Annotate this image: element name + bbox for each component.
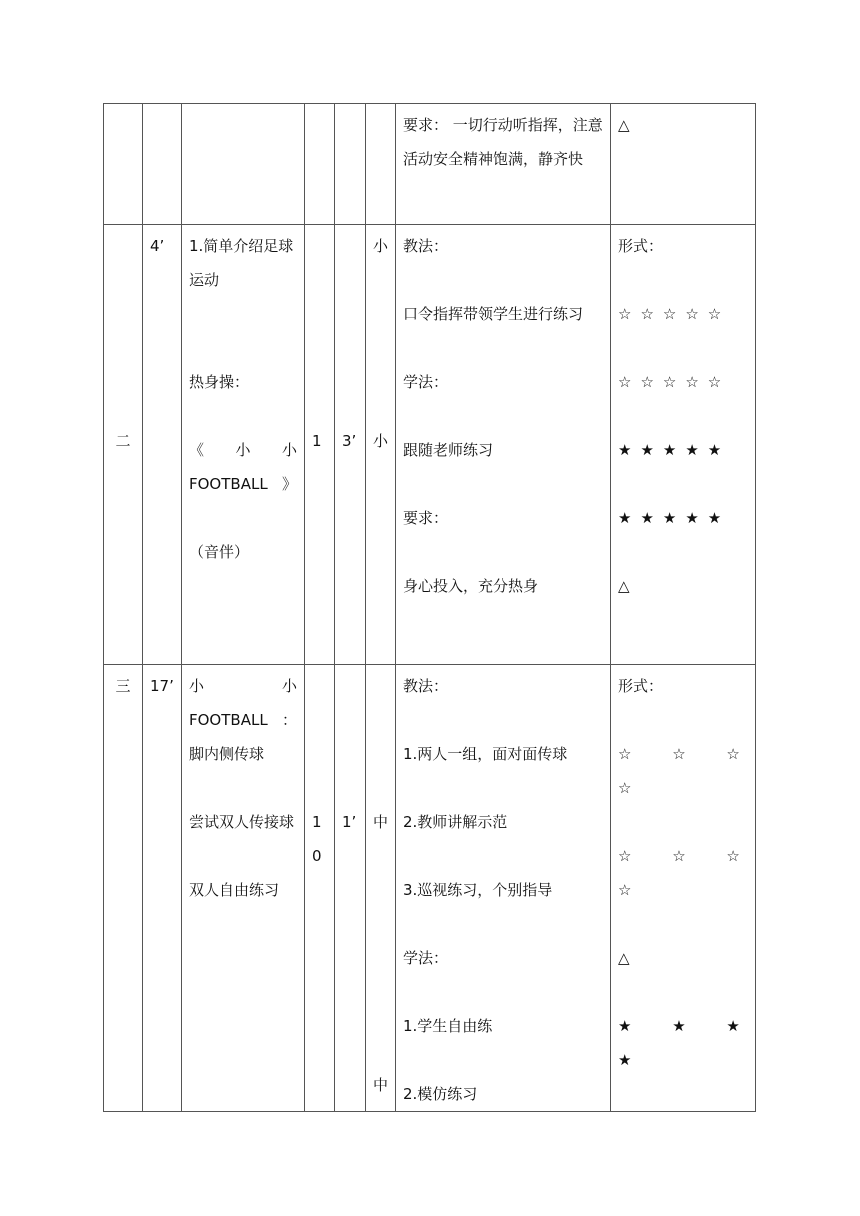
duration-cell <box>335 665 366 1112</box>
table-row <box>104 225 756 665</box>
time-cell <box>143 665 182 1112</box>
count-cell <box>305 104 335 225</box>
form-marker: △ <box>618 116 630 134</box>
duration-cell <box>335 104 366 225</box>
intensity-cell <box>366 104 396 225</box>
method-line: 2.模仿练习 <box>403 1085 478 1103</box>
method-line: 要求： <box>403 509 449 527</box>
form-cell <box>611 225 756 665</box>
teacher-marker: △ <box>618 949 630 967</box>
method-line: 身心投入，充分热身 <box>403 577 539 595</box>
method-line: 2.教师讲解示范 <box>403 813 508 831</box>
section-cell <box>104 665 143 1112</box>
intensity-value: 小 <box>373 432 389 450</box>
form-cell <box>611 104 756 225</box>
content-line: 双人自由练习 <box>189 881 280 899</box>
lesson-plan-table <box>103 103 756 1112</box>
table-row <box>104 104 756 225</box>
form-cell <box>611 665 756 1112</box>
duration-value: 1’ <box>342 813 357 831</box>
section-cell <box>104 104 143 225</box>
count-value: 10 <box>312 813 322 865</box>
solid-star-row: ★★★★★ <box>618 441 731 459</box>
content-cell <box>182 225 305 665</box>
content-line: （音伴） <box>189 543 250 561</box>
intensity-value: 小 <box>373 237 389 255</box>
content-cell <box>182 665 305 1112</box>
intensity-value: 中 <box>373 1076 389 1094</box>
intensity-cell <box>366 665 396 1112</box>
teacher-marker: △ <box>618 577 630 595</box>
time-cell <box>143 225 182 665</box>
section-cell <box>104 225 143 665</box>
solid-star-row: ★ ★ ★ ★ <box>618 1017 740 1069</box>
method-line: 跟随老师练习 <box>403 441 494 459</box>
duration-cell <box>335 225 366 665</box>
form-label: 形式： <box>618 237 664 255</box>
duration-value: 3’ <box>342 432 357 450</box>
hollow-star-row: ☆ ☆ ☆ ☆ <box>618 847 740 899</box>
content-line: 热身操： <box>189 373 250 391</box>
method-line: 3.巡视练习，个别指导 <box>403 881 553 899</box>
hollow-star-row: ☆☆☆☆☆ <box>618 373 731 391</box>
intensity-value: 中 <box>373 813 389 831</box>
count-value: 1 <box>312 432 322 450</box>
time-label: 4’ <box>150 237 165 255</box>
method-cell <box>396 665 611 1112</box>
method-line: 1.学生自由练 <box>403 1017 493 1035</box>
method-line: 1.两人一组，面对面传球 <box>403 745 568 763</box>
time-cell <box>143 104 182 225</box>
method-cell <box>396 225 611 665</box>
hollow-star-row: ☆☆☆☆☆ <box>618 305 731 323</box>
section-label: 二 <box>115 432 131 450</box>
content-cell <box>182 104 305 225</box>
method-line: 教法： <box>403 237 449 255</box>
hollow-star-row: ☆ ☆ ☆ ☆ <box>618 745 740 797</box>
method-text: 要求： 一切行动听指挥，注意活动安全精神饱满，静齐快 <box>403 116 603 168</box>
intensity-cell <box>366 225 396 665</box>
method-line: 学法： <box>403 949 449 967</box>
content-line: 1.简单介绍足球运动 <box>189 237 294 289</box>
time-label: 17’ <box>150 677 174 695</box>
method-line: 学法： <box>403 373 449 391</box>
solid-star-row: ★★★★★ <box>618 509 731 527</box>
method-line: 口令指挥带领学生进行练习 <box>403 305 584 323</box>
count-cell <box>305 665 335 1112</box>
table-row <box>104 665 756 1112</box>
content-line: 《 小 小 FOOTBALL》 <box>189 441 297 493</box>
content-line: 小 小 FOOTBALL：脚内侧传球 <box>189 677 297 763</box>
method-cell <box>396 104 611 225</box>
method-line: 教法： <box>403 677 449 695</box>
section-label: 三 <box>115 677 131 695</box>
form-label: 形式： <box>618 677 664 695</box>
count-cell <box>305 225 335 665</box>
content-line: 尝试双人传接球 <box>189 813 295 831</box>
